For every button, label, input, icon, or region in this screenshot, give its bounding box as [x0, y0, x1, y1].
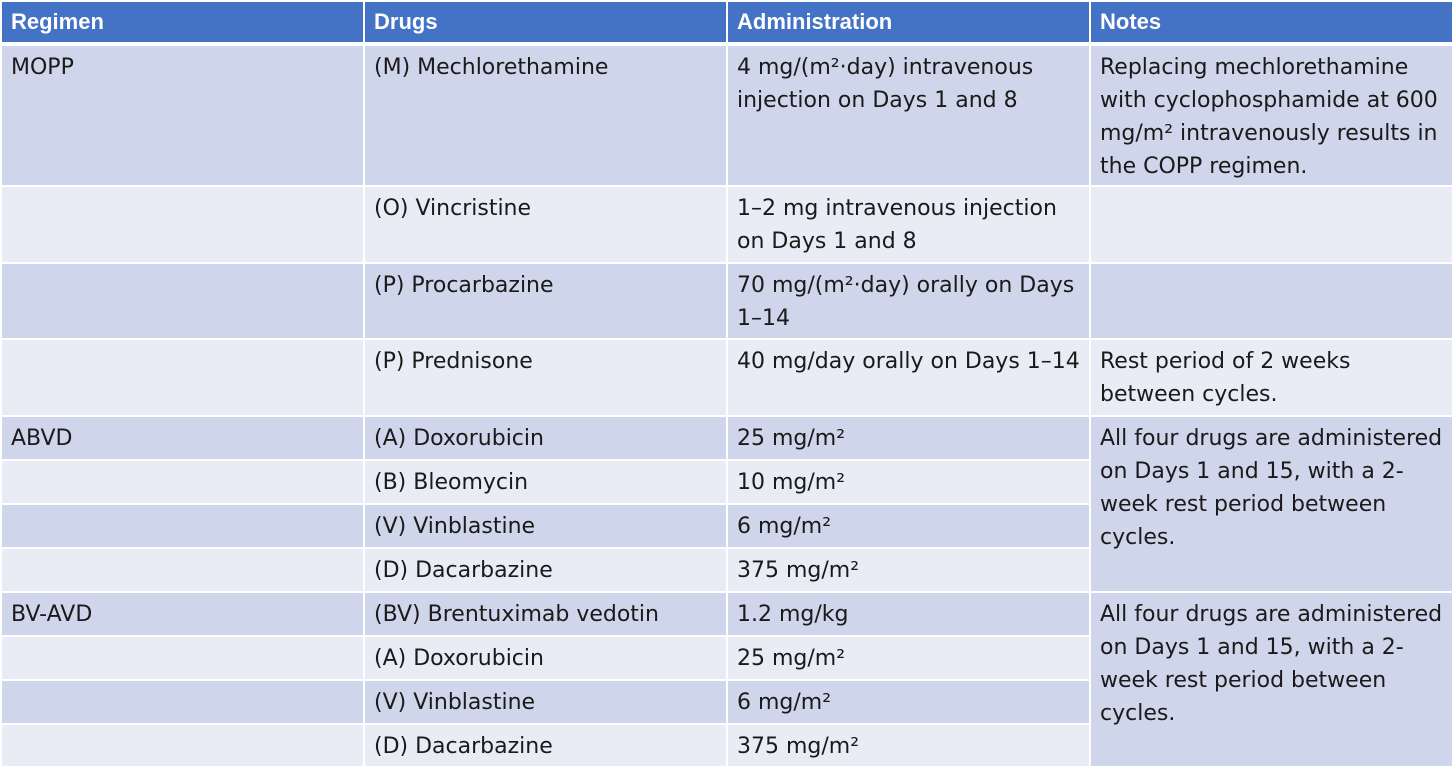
regimen-cell — [1, 724, 364, 767]
regimen-cell — [1, 186, 364, 263]
regimen-cell: ABVD — [1, 416, 364, 460]
regimen-cell: BV-AVD — [1, 592, 364, 636]
administration-cell: 4 mg/(m²·day) intravenous injection on Days 1 and 8 — [727, 44, 1090, 186]
regimen-cell — [1, 339, 364, 416]
drug-cell: (P) Prednisone — [364, 339, 727, 416]
drug-cell: (O) Vincristine — [364, 186, 727, 263]
regimen-cell — [1, 636, 364, 680]
table-body — [1, 44, 1452, 767]
regimen-cell — [1, 460, 364, 504]
regimen-cell — [1, 263, 364, 339]
notes-cell — [1090, 263, 1452, 339]
notes-cell: Replacing mechlorethamine with cyclophosphamide at 600 mg/m² intravenously results in the COPP regimen. — [1090, 44, 1452, 186]
header-drugs: Drugs — [364, 1, 727, 44]
drug-cell: (V) Vinblastine — [364, 680, 727, 724]
header-notes: Notes — [1090, 1, 1452, 44]
administration-cell: 6 mg/m² — [727, 680, 1090, 724]
administration-cell: 375 mg/m² — [727, 724, 1090, 767]
drug-cell: (M) Mechlorethamine — [364, 44, 727, 186]
table-row — [1, 186, 1452, 263]
regimen-cell — [1, 680, 364, 724]
notes-cell: All four drugs are administered on Days 1 and 15, with a 2-week rest period between cycles. — [1090, 416, 1452, 592]
table-row — [1, 263, 1452, 339]
regimen-cell — [1, 548, 364, 592]
administration-cell: 70 mg/(m²·day) orally on Days 1–14 — [727, 263, 1090, 339]
administration-cell: 10 mg/m² — [727, 460, 1090, 504]
drug-cell: (D) Dacarbazine — [364, 724, 727, 767]
notes-cell — [1090, 186, 1452, 263]
administration-cell: 25 mg/m² — [727, 416, 1090, 460]
drug-cell: (D) Dacarbazine — [364, 548, 727, 592]
administration-cell: 1.2 mg/kg — [727, 592, 1090, 636]
header-regimen: Regimen — [1, 1, 364, 44]
notes-cell: All four drugs are administered on Days 1 and 15, with a 2-week rest period between cycles. — [1090, 592, 1452, 767]
administration-cell: 40 mg/day orally on Days 1–14 — [727, 339, 1090, 416]
administration-cell: 375 mg/m² — [727, 548, 1090, 592]
regimen-cell — [1, 504, 364, 548]
drug-cell: (BV) Brentuximab vedotin — [364, 592, 727, 636]
administration-cell: 6 mg/m² — [727, 504, 1090, 548]
table-row — [1, 339, 1452, 416]
administration-cell: 25 mg/m² — [727, 636, 1090, 680]
header-administration: Administration — [727, 1, 1090, 44]
table-row — [1, 592, 1452, 636]
header-row — [1, 1, 1452, 44]
drug-cell: (V) Vinblastine — [364, 504, 727, 548]
drug-cell: (A) Doxorubicin — [364, 636, 727, 680]
table-header — [1, 1, 1452, 44]
drug-cell: (P) Procarbazine — [364, 263, 727, 339]
drug-cell: (B) Bleomycin — [364, 460, 727, 504]
administration-cell: 1–2 mg intravenous injection on Days 1 and 8 — [727, 186, 1090, 263]
table-row — [1, 44, 1452, 186]
regimen-cell: MOPP — [1, 44, 364, 186]
notes-cell: Rest period of 2 weeks between cycles. — [1090, 339, 1452, 416]
table-row — [1, 416, 1452, 460]
drug-cell: (A) Doxorubicin — [364, 416, 727, 460]
